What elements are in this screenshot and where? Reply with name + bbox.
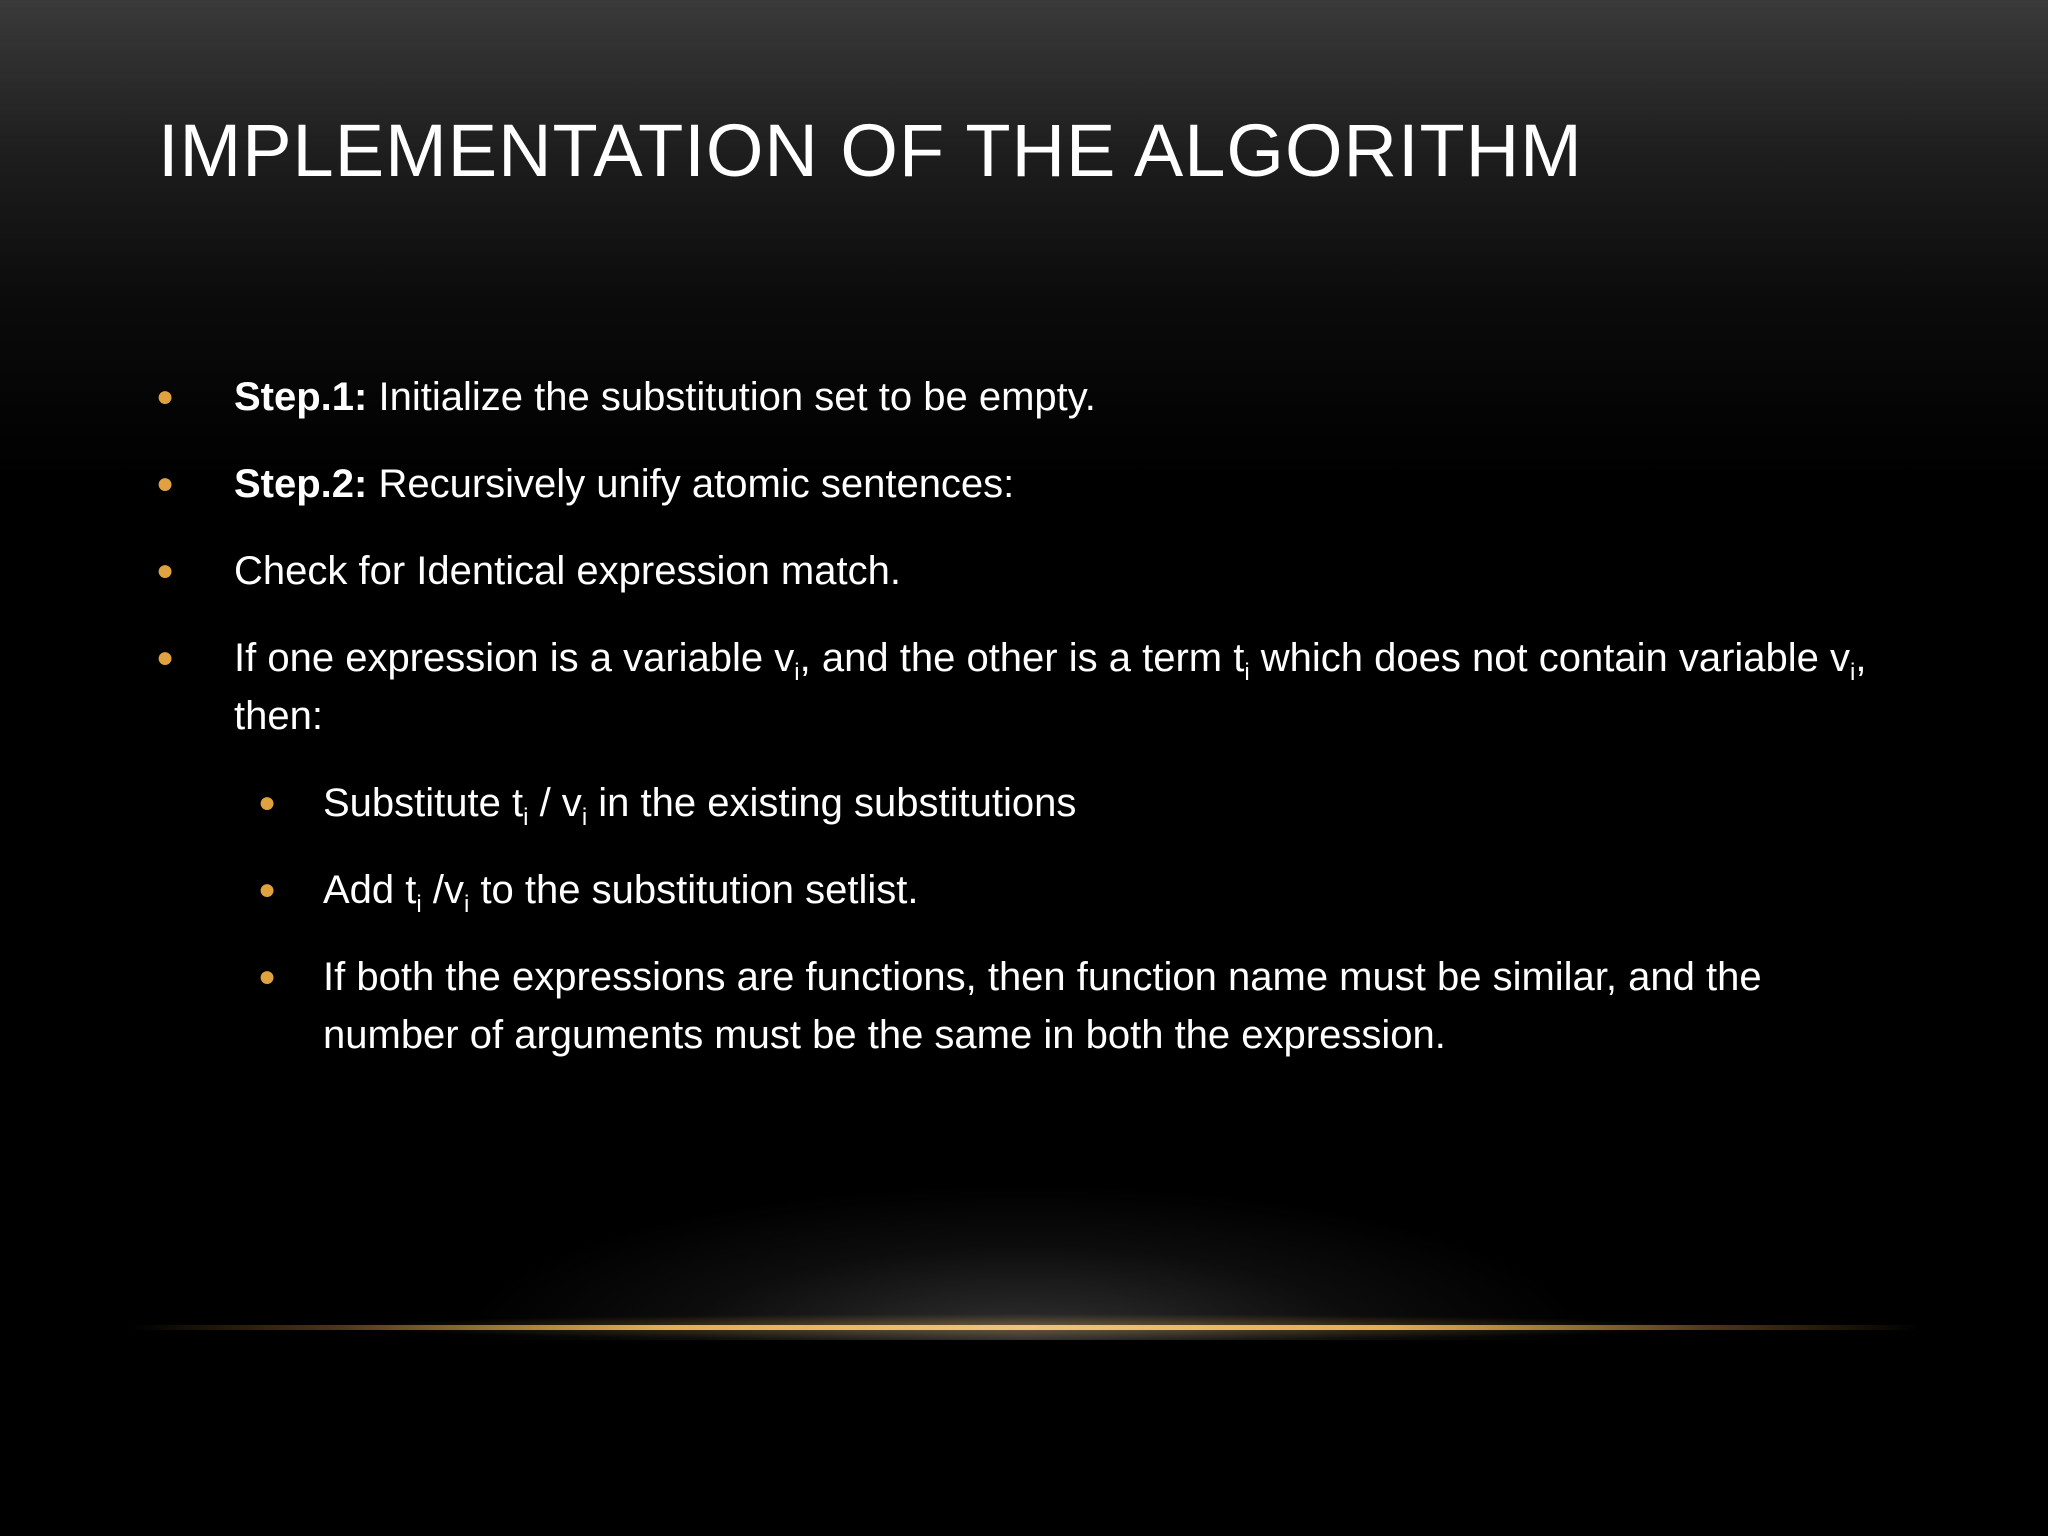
- subscript-i: i: [581, 804, 588, 831]
- sub-bullet-item-add: [0, 861, 1823, 919]
- bullet-text: Recursively unify atomic sentences:: [367, 462, 1015, 506]
- slide-title: IMPLEMENTATION OF THE ALGORITHM: [158, 109, 1583, 192]
- subscript-i: i: [523, 804, 529, 831]
- subscript-i: i: [463, 891, 470, 918]
- bottom-glow: [274, 1110, 1774, 1340]
- bullet-text: Initialize the substitution set to be empty.: [367, 375, 1096, 419]
- bullet-text-part: Add t: [323, 868, 417, 912]
- bullet-text-part: / v: [528, 781, 582, 825]
- bullet-text-part: Substitute t: [323, 781, 524, 825]
- bullet-dot-icon: ●: [156, 380, 175, 413]
- bullet-text-part: which does not contain variable v: [1249, 636, 1851, 680]
- sub-bullet-item-functions: [0, 948, 1823, 1064]
- gold-divider-line: [130, 1325, 1920, 1330]
- bullet-text-part: to the substitution setlist.: [469, 868, 919, 912]
- bullet-dot-icon: ●: [156, 554, 175, 587]
- bullet-text: Check for Identical expression match.: [234, 549, 901, 593]
- subscript-i: i: [794, 659, 800, 686]
- bullet-item-identical-check: [0, 542, 1934, 600]
- bullet-text-part: , then:: [234, 636, 1867, 738]
- bullet-text: If both the expressions are functions, then function name must be similar, and the number of arguments must be the same in both the expression.: [323, 955, 1762, 1057]
- bullet-text-part: /v: [421, 868, 464, 912]
- subscript-i: i: [1244, 659, 1250, 686]
- subscript-i: i: [1850, 659, 1856, 686]
- bullet-dot-icon: ●: [258, 786, 277, 819]
- bullet-dot-icon: ●: [258, 873, 277, 906]
- bullet-text-part: If one expression is a variable v: [234, 636, 795, 680]
- subscript-i: i: [416, 891, 422, 918]
- bullet-dot-icon: ●: [156, 467, 175, 500]
- bullet-list: [0, 368, 2048, 1093]
- bullet-text-part: , and the other is a term t: [799, 636, 1245, 680]
- bullet-dot-icon: ●: [258, 960, 277, 993]
- bullet-bold-label: Step.1:: [234, 375, 368, 419]
- bullet-item-variable-case: [0, 629, 1934, 745]
- bullet-dot-icon: ●: [156, 641, 175, 674]
- bullet-bold-label: Step.2:: [234, 462, 368, 506]
- bullet-item-step-1: [0, 368, 1934, 426]
- bullet-text-part: in the existing substitutions: [587, 781, 1077, 825]
- sub-bullet-item-substitute: [0, 774, 1823, 832]
- bullet-item-step-2: [0, 455, 1934, 513]
